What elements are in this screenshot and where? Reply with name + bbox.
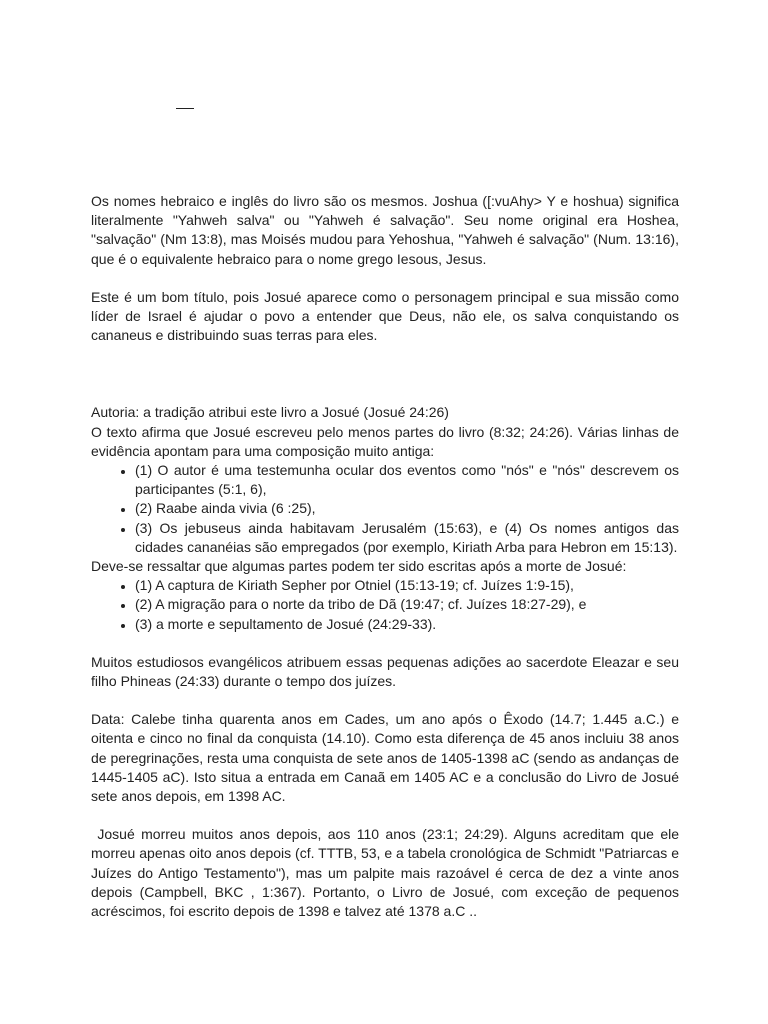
list-item: • (3) Os jebuseus ainda habitavam Jerusalém (15:63), e (4) Os nomes antigos das cidades cananéias são empregados (por exemplo, Kiriath Arba para Hebron em 15:13). xyxy=(135,519,679,557)
date-paragraph-1: Data: Calebe tinha quarenta anos em Cades, um ano após o Êxodo (14.7; 1.445 a.C.) e oitenta e cinco no final da conquista (14.10). Como esta diferença de 45 anos incluiu 38 anos de peregrinações, resta uma conquista de sete anos de 1405-1398 aC (sendo as andanças de 1445-1405 aC). Isto situa a entrada em Canaã em 1405 AC e a conclusão do Livro de Josué sete anos depois, em 1398 AC. xyxy=(91,711,679,805)
list-item: • (1) A captura de Kiriath Sepher por Otniel (15:13-19; cf. Juízes 1:9-15), xyxy=(135,576,679,595)
evidence-list xyxy=(91,461,679,557)
later-additions-list xyxy=(91,576,679,634)
list-item: • (3) a morte e sepultamento de Josué (24:29-33). xyxy=(135,615,679,634)
scholars-paragraph: Muitos estudiosos evangélicos atribuem essas pequenas adições ao sacerdote Eleazar e seu filho Phineas (24:33) durante o tempo dos juízes. xyxy=(91,653,679,690)
list-item: • (1) O autor é uma testemunha ocular dos eventos como "nós" e "nós" descrevem os participantes (5:1, 6), xyxy=(135,461,679,499)
document-body xyxy=(91,192,683,921)
list-item: • (2) Raabe ainda vivia (6 :25), xyxy=(135,499,679,518)
later-additions-intro: Deve-se ressaltar que algumas partes podem ter sido escritas após a morte de Josué: xyxy=(91,558,627,575)
intro-paragraph-2: Este é um bom título, pois Josué aparece como o personagem principal e sua missão como líder de Israel é ajudar o povo a entender que Deus, não ele, os salva conquistando os cananeus e distribuindo suas terras para eles. xyxy=(91,288,679,344)
intro-paragraph-1: Os nomes hebraico e inglês do livro são os mesmos. Joshua ([:vuAhy> Y e hoshua) significa literalmente "Yahweh salva" ou "Yahweh é salvação". Seu nome original era Hoshea, "salvação" (Nm 13:8), mas Moisés mudou para Yehoshua, "Yahweh é salvação" (Num. 13:16), que é o equivalente hebraico para o nome grego Iesous, Jesus. xyxy=(91,193,679,267)
authorship-heading: Autoria: a tradição atribui este livro a Josué (Josué 24:26) xyxy=(91,404,449,421)
date-paragraph-2: Josué morreu muitos anos depois, aos 110 anos (23:1; 24:29). Alguns acreditam que ele morreu apenas oito anos depois (cf. TTTB, 53, e a tabela cronológica de Schmidt "Patriarcas e Juízes do Antigo Testamento"), mas um palpite mais razoável é cerca de dez a vinte anos depois (Campbell, BKC , 1:367). Portanto, o Livro de Josué, com exceção de pequenos acréscimos, foi escrito depois de 1398 e talvez até 1378 a.C .. xyxy=(91,826,683,920)
authorship-text: O texto afirma que Josué escreveu pelo menos partes do livro (8:32; 24:26). Várias linhas de evidência apontam para uma composição muito antiga: xyxy=(91,423,679,459)
list-item: • (2) A migração para o norte da tribo de Dã (19:47; cf. Juízes 18:27-29), e xyxy=(135,595,679,614)
header-dash xyxy=(176,108,194,109)
